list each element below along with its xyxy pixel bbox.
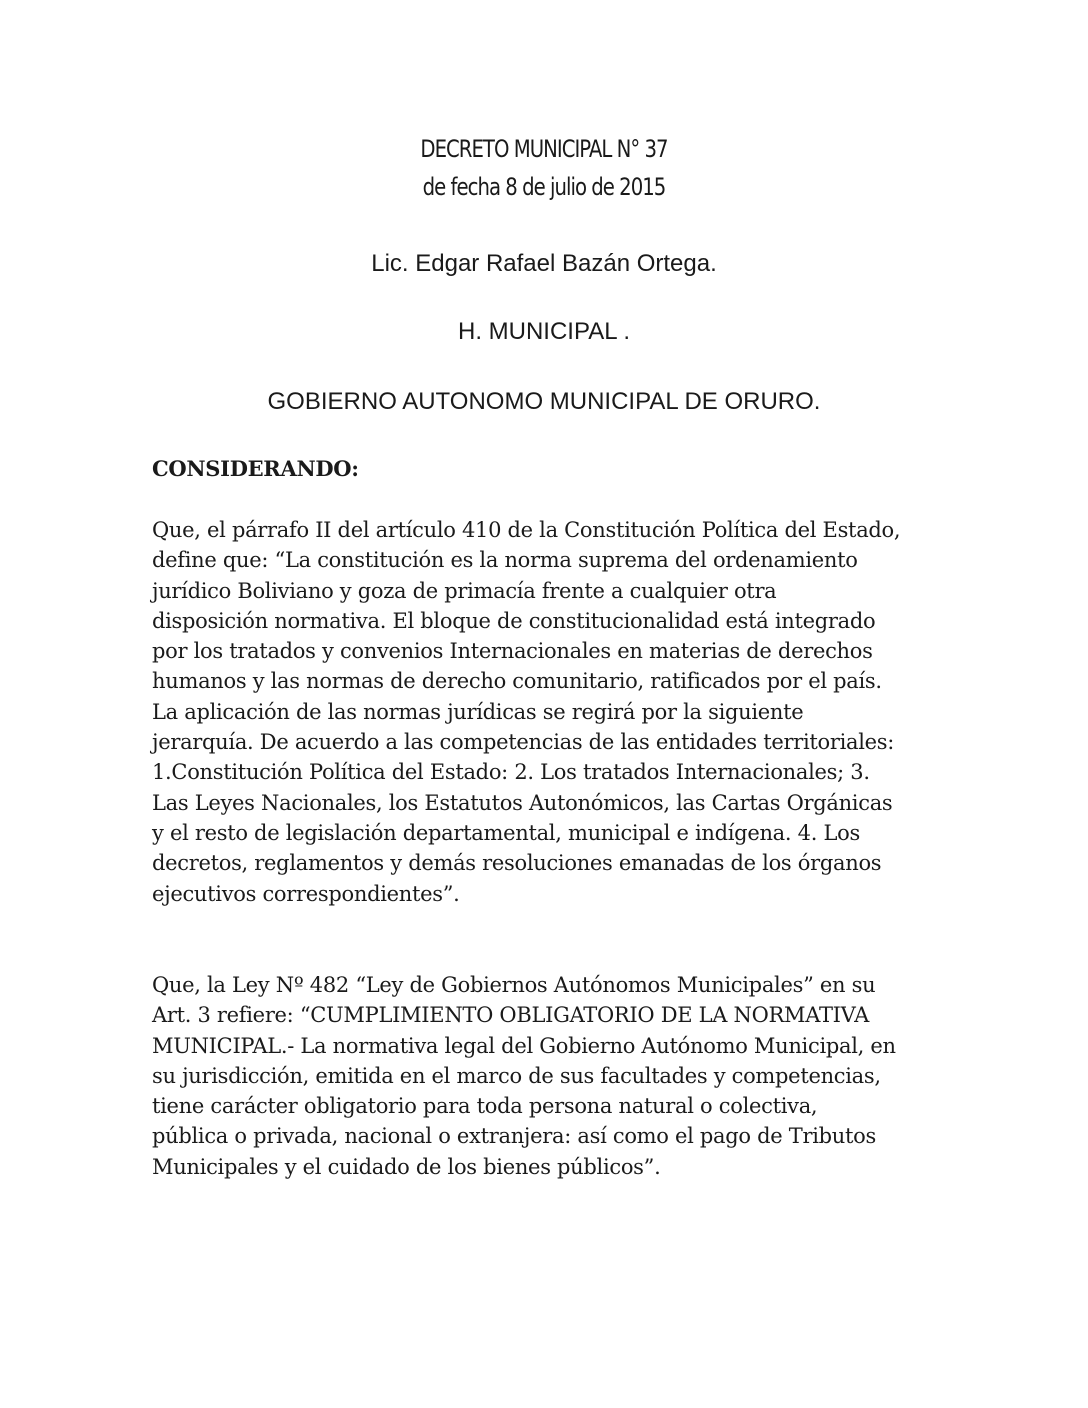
decree-header [0, 130, 1088, 206]
paragraph-line: su jurisdicción, emitida en el marco de sus facultades y competencias, [152, 1063, 881, 1088]
government-name: GOBIERNO AUTONOMO MUNICIPAL DE ORURO. [267, 388, 821, 415]
paragraph-line: jurídico Boliviano y goza de primacía frente a cualquier otra [152, 578, 777, 603]
paragraph-line: MUNICIPAL.- La normativa legal del Gobierno Autónomo Municipal, en [152, 1033, 896, 1058]
paragraph-line: La aplicación de las normas jurídicas se regirá por la siguiente [152, 699, 804, 724]
section-heading: CONSIDERANDO: [152, 456, 359, 481]
paragraph-line: Las Leyes Nacionales, los Estatutos Autonómicos, las Cartas Orgánicas [152, 790, 893, 815]
paragraph-line: jerarquía. De acuerdo a las competencias de las entidades territoriales: [152, 730, 895, 755]
paragraph-line: Que, el párrafo II del artículo 410 de la Constitución Política del Estado, [152, 518, 901, 542]
paragraph-line: tiene carácter obligatorio para toda persona natural o colectiva, [152, 1094, 818, 1119]
paragraph-line: decretos, reglamentos y demás resoluciones emanadas de los órganos [152, 851, 882, 876]
paragraph-line: humanos y las normas de derecho comunitario, ratificados por el país. [152, 669, 882, 694]
paragraph-line: ejecutivos correspondientes”. [152, 881, 460, 906]
paragraph-line: Municipales y el cuidado de los bienes públicos”. [152, 1154, 661, 1179]
paragraph-line: disposición normativa. El bloque de constitucionalidad está integrado [152, 608, 876, 633]
decree-title: DECRETO MUNICIPAL N° 37 [420, 135, 668, 163]
paragraph-constitution [152, 515, 952, 909]
paragraph-line: pública o privada, nacional o extranjera: así como el pago de Tributos [152, 1124, 876, 1149]
paragraph-line: Art. 3 refiere: “CUMPLIMIENTO OBLIGATORIO DE LA NORMATIVA [152, 1003, 869, 1028]
paragraph-line: define que: “La constitución es la norma suprema del ordenamiento [152, 548, 858, 573]
office-name: H. MUNICIPAL . [457, 318, 631, 345]
paragraph-line: por los tratados y convenios Internacionales en materias de derechos [152, 639, 873, 664]
paragraph-line: y el resto de legislación departamental, municipal e indígena. 4. Los [152, 820, 860, 845]
paragraph-line: Que, la Ley Nº 482 “Ley de Gobiernos Autónomos Municipales” en su [152, 973, 876, 997]
paragraph-law-482 [152, 970, 952, 1182]
paragraph-line: 1.Constitución Política del Estado: 2. Los tratados Internacionales; 3. [152, 760, 870, 785]
decree-date: de fecha 8 de julio de 2015 [422, 173, 666, 201]
signer-name: Lic. Edgar Rafael Bazán Ortega. [371, 250, 717, 277]
